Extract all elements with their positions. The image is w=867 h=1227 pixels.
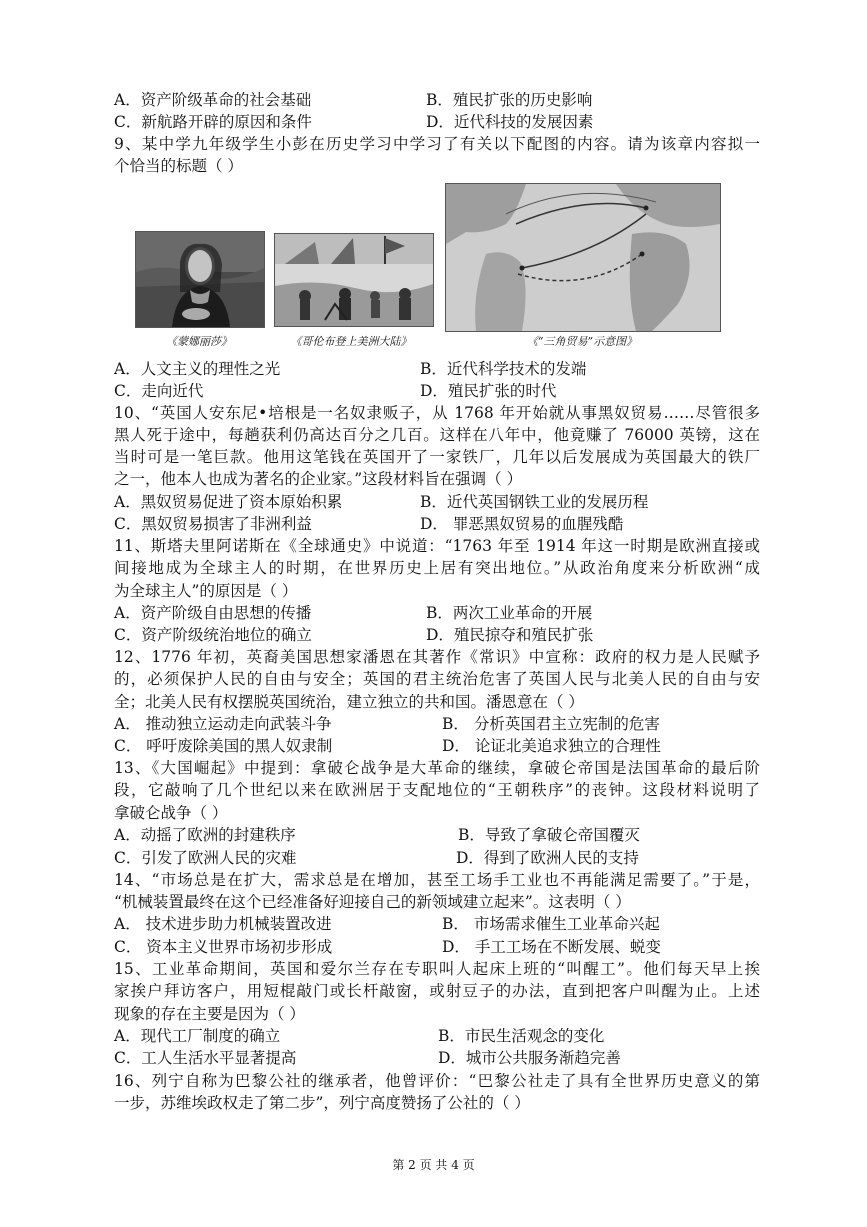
triangle-trade-map-image: [445, 183, 721, 332]
q11-stem-line-2: 间接地成为全球主人的时期，在世界历史上居有突出地位。”从政治角度来分析欧洲“成: [114, 559, 760, 577]
q14-option-b[interactable]: B． 市场需求催生工业革命兴起: [442, 915, 660, 933]
q11-option-c[interactable]: C．资产阶级统治地位的确立: [114, 626, 312, 644]
q12-option-c[interactable]: C． 呼吁废除美国的黑人奴隶制: [114, 737, 333, 755]
q8-option-d[interactable]: D．近代科技的发展因素: [426, 113, 594, 131]
q15-option-d[interactable]: D．城市公共服务渐趋完善: [438, 1049, 621, 1067]
q10-stem-line-2: 黑人死于途中，每趟获利仍高达百分之几百。这样在八年中，他竟赚了 76000 英镑，这在: [114, 426, 760, 444]
q14-stem-line-2: “机械装置最终在这个已经准备好迎接自己的新领域建立起来”。这表明（ ）: [114, 893, 631, 911]
triangle-trade-map-drawing: [446, 184, 720, 331]
columbus-landing-image: [274, 233, 434, 327]
q9-option-b[interactable]: B．近代科学技术的发端: [420, 360, 587, 378]
q15-option-c[interactable]: C．工人生活水平显著提高: [114, 1049, 297, 1067]
q13-option-c[interactable]: C．引发了欧洲人民的灾难: [114, 849, 297, 867]
q11-stem-line-3: 为全球主人”的原因是（ ）: [114, 582, 298, 600]
q10-option-b[interactable]: B．近代英国钢铁工业的发展历程: [420, 493, 649, 511]
q9-option-d[interactable]: D．殖民扩张的时代: [420, 382, 557, 400]
q12-option-d[interactable]: D． 论证北美追求独立的合理性: [442, 737, 661, 755]
q16-stem-line-1: 16、列宁自称为巴黎公社的继承者，他曾评价：“巴黎公社走了具有全世界历史意义的第: [114, 1072, 760, 1090]
q11-option-b[interactable]: B．两次工业革命的开展: [426, 604, 593, 622]
q13-option-a[interactable]: A．动摇了欧洲的封建秩序: [114, 826, 296, 844]
q8-option-a[interactable]: A．资产阶级革命的社会基础: [114, 91, 312, 109]
mona-lisa-drawing: [136, 232, 264, 327]
q15-stem-line-2: 家挨户拜访客户，用短棍敲门或长杆敲窗，或射豆子的办法，直到把客户叫醒为止。上述: [114, 982, 760, 1000]
q10-option-a[interactable]: A．黑奴贸易促进了资本原始积累: [114, 493, 343, 511]
q16-stem-line-2: 一步，苏维埃政权走了第二步”，列宁高度赞扬了公社的（ ）: [114, 1094, 530, 1112]
q10-stem-line-3: 当时可是一笔巨款。他用这笔钱在英国开了一家铁厂，几年以后发展成为英国最大的铁厂: [114, 448, 760, 466]
q14-stem-line-1: 14、“市场总是在扩大，需求总是在增加，甚至工场手工业也不再能满足需要了。”于是，: [114, 871, 760, 889]
q9-option-a[interactable]: A．人文主义的理性之光: [114, 360, 281, 378]
caption-mona-lisa: 《蒙娜丽莎》: [166, 335, 232, 348]
q12-option-a[interactable]: A． 推动独立运动走向武装斗争: [114, 715, 332, 733]
q10-option-d[interactable]: D． 罪恶黑奴贸易的血腥残酷: [420, 515, 624, 533]
q11-option-a[interactable]: A．资产阶级自由思想的传播: [114, 604, 312, 622]
q12-stem-line-3: 全；北美人民有权摆脱英国统治，建立独立的共和国。潘恩意在（ ）: [114, 693, 584, 711]
q10-option-c[interactable]: C．黑奴贸易损害了非洲利益: [114, 515, 312, 533]
q11-stem-line-1: 11、斯塔夫里阿诺斯在《全球通史》中说道：“1763 年至 1914 年这一时期是欧洲直接或: [114, 537, 760, 555]
q15-option-b[interactable]: B．市民生活观念的变化: [438, 1027, 605, 1045]
q14-option-a[interactable]: A． 技术进步助力机械装置改进: [114, 915, 332, 933]
q12-option-b[interactable]: B． 分析英国君主立宪制的危害: [442, 715, 660, 733]
q13-option-b[interactable]: B．导致了拿破仑帝国覆灭: [458, 826, 640, 844]
q15-stem-line-3: 现象的存在主要是因为（ ）: [114, 1005, 305, 1023]
q13-stem-line-3: 拿破仑战争（ ）: [114, 804, 228, 822]
q9-stem-line-1: 9、某中学九年级学生小彭在历史学习中学习了有关以下配图的内容。请为该章内容拟一: [114, 135, 760, 153]
q9-option-c[interactable]: C．走向近代: [114, 382, 204, 400]
page-number-footer: 第 2 页 共 4 页: [392, 1158, 475, 1172]
q13-stem-line-2: 段，它敲响了几个世纪以来在欧洲居于支配地位的“王朝秩序”的丧钟。这段材料说明了: [114, 781, 760, 799]
q8-option-b[interactable]: B．殖民扩张的历史影响: [426, 91, 593, 109]
q12-stem-line-1: 12、1776 年初，英裔美国思想家潘恩在其著作《常识》中宣称：政府的权力是人民赋予: [114, 648, 760, 666]
q10-stem-line-1: 10、“英国人安东尼•培根是一名奴隶贩子，从 1768 年开始就从事黑奴贸易……尽管很多: [114, 404, 760, 422]
q13-option-d[interactable]: D．得到了欧洲人民的支持: [456, 849, 639, 867]
q8-option-c[interactable]: C．新航路开辟的原因和条件: [114, 113, 312, 131]
q15-option-a[interactable]: A．现代工厂制度的确立: [114, 1027, 281, 1045]
q12-stem-line-2: 的，必须保护人民的自由与安全；英国的君主统治危害了英国人民与北美人民的自由与安: [114, 670, 760, 688]
caption-columbus: 《哥伦布登上美洲大陆》: [290, 335, 412, 348]
mona-lisa-image: [135, 231, 265, 328]
q10-stem-line-4: 之一，他本人也成为著名的企业家。”这段材料旨在强调（ ）: [114, 470, 523, 488]
q11-option-d[interactable]: D．殖民掠夺和殖民扩张: [426, 626, 594, 644]
columbus-landing-drawing: [275, 234, 433, 326]
caption-triangle-trade: 《“三角贸易”示意图》: [526, 335, 638, 348]
q15-stem-line-1: 15、工业革命期间，英国和爱尔兰存在专职叫人起床上班的“叫醒工”。他们每天早上挨: [114, 960, 760, 978]
q14-option-c[interactable]: C． 资本主义世界市场初步形成: [114, 938, 333, 956]
q9-stem-line-2: 个恰当的标题（ ）: [114, 157, 243, 175]
q14-option-d[interactable]: D． 手工工场在不断发展、蜕变: [442, 938, 661, 956]
q13-stem-line-1: 13、《大国崛起》中提到：拿破仑战争是大革命的继续，拿破仑帝国是法国革命的最后阶: [114, 759, 760, 777]
